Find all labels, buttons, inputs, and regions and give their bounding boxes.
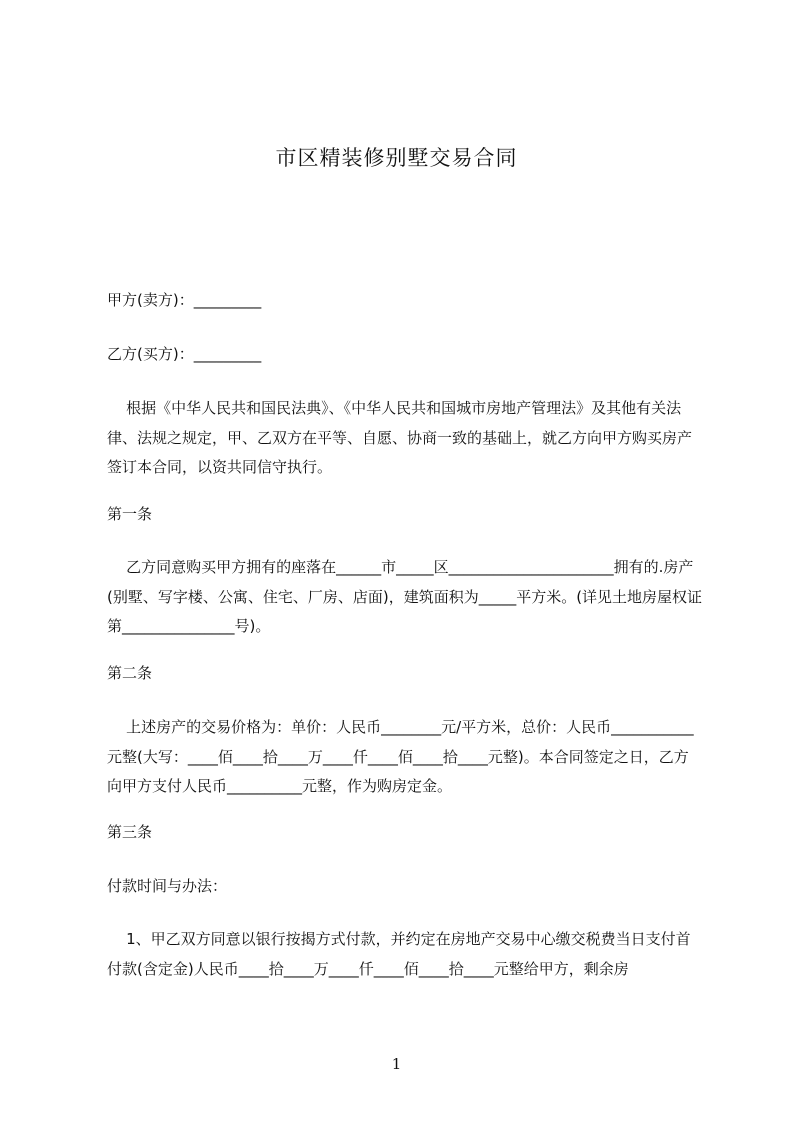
- page-number: 1: [391, 1055, 402, 1073]
- preamble-paragraph: 根据《中华人民共和国民法典》、《中华人民共和国城市房地产管理法》及其他有关法律、法规之规定，甲、乙双方在平等、自愿、协商一致的基础上，就乙方向甲方购买房产签订本合同，以资共同信守执行。: [107, 399, 693, 476]
- document-title: 市区精装修别墅交易合同: [275, 146, 518, 170]
- article-3-subheading: 付款时间与办法：: [107, 877, 228, 895]
- article-1-heading: 第一条: [107, 505, 153, 523]
- article-3-item-1: 1、甲乙双方同意以银行按揭方式付款，并约定在房地产交易中心缴交税费当日支付首付款(含定金)人民币____拾____万____仟____佰____拾____元整给甲方，剩余房: [107, 930, 691, 978]
- party-b-line: 乙方(买方)：_________: [107, 345, 262, 363]
- party-a-line: 甲方(卖方)：_________: [107, 291, 262, 309]
- article-2-heading: 第二条: [107, 664, 153, 682]
- article-1-body: 乙方同意购买甲方拥有的座落在______市_____区______________________拥有的.房产(别墅、写字楼、公寓、住宅、厂房、店面)，建筑面积为_____平方米。(详见土地房屋权证第_______________号)。: [107, 558, 703, 635]
- article-3-heading: 第三条: [107, 823, 153, 841]
- article-2-body: 上述房产的交易价格为：单价：人民币________元/平方米，总价：人民币___________元整(大写：____佰____拾____万____仟____佰____拾____元整)。本合同签定之日，乙方向甲方支付人民币__________元整，作为购房定金。: [107, 718, 694, 795]
